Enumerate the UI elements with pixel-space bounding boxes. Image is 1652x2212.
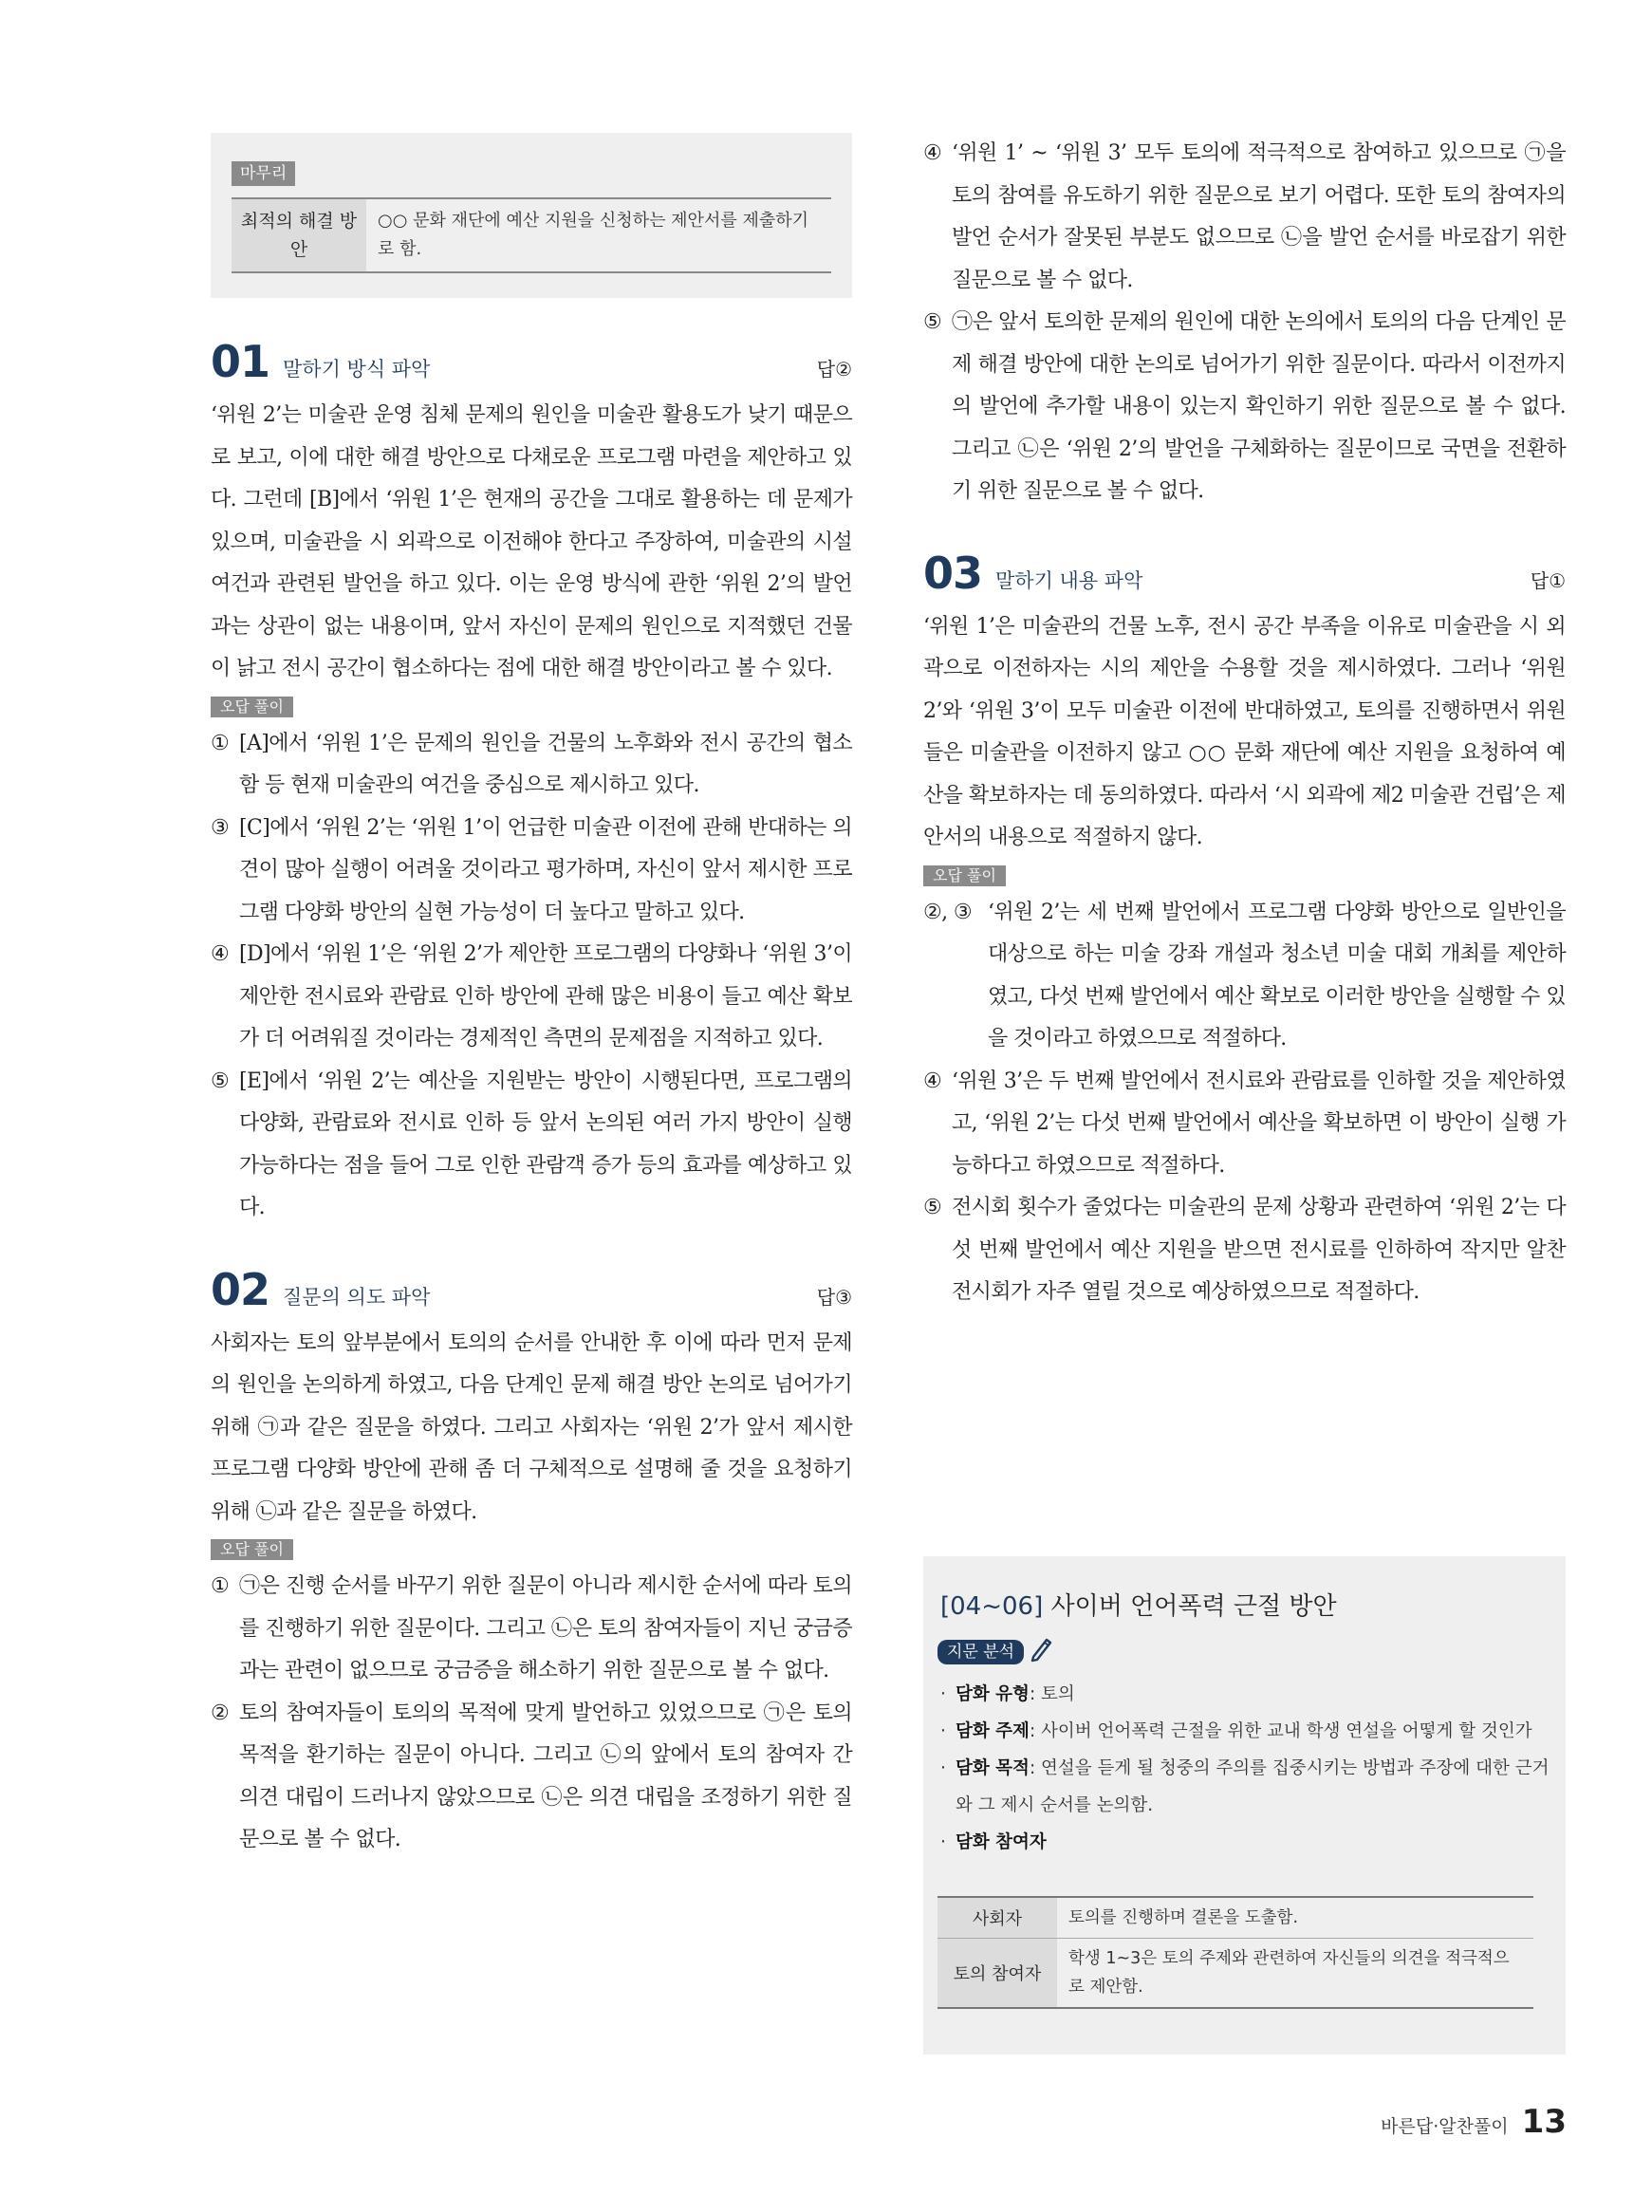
wrong-answer-list bbox=[923, 892, 1566, 1314]
pencil-icon bbox=[1030, 1634, 1054, 1663]
choice-mark: ① bbox=[211, 731, 230, 755]
question-03 bbox=[923, 547, 1566, 1314]
choice-text: [C]에서 ‘위원 2’는 ‘위원 1’이 언급한 미술관 이전에 관해 반대하는 의견이 많아 실행이 어려울 것이라고 평가하며, 자신이 앞서 제시한 프로그램 다양화 방안의 실현 가능성이 더 높다고 말하고 있다. bbox=[239, 815, 852, 924]
bullet-label: 담화 참여자 bbox=[956, 1832, 1047, 1852]
table-cell: 학생 1~3은 토의 주제와 관련하여 자신들의 의견을 적극적으로 제안함. bbox=[1068, 1949, 1510, 1997]
analysis-list bbox=[940, 1676, 1552, 1861]
choice-text: 전시회 횟수가 줄었다는 미술관의 문제 상황과 관련하여 ‘위원 2’는 다섯 번째 발언에서 예산 지원을 받으면 전시료를 인하하여 작지만 알찬 전시회가 자주 열릴 것으로 예상하였으므로 적절하다. bbox=[952, 1196, 1566, 1304]
choice-text: ㉠은 앞서 토의한 문제의 원인에 대한 논의에서 토의의 다음 단계인 문제 해결 방안에 대한 논의로 넘어가기 위한 질문이다. 따라서 이전까지의 발언에 추가할 내용이 있는지 확인하기 위한 질문으로 볼 수 없다. 그리고 ㉡은 ‘위원 2’의 발언을 구체화하는 질문이므로 국면을 전환하기 위한 질문으로 볼 수 없다. bbox=[952, 310, 1566, 503]
bullet-label: 담화 목적 bbox=[956, 1758, 1030, 1778]
table-head: 사회자 bbox=[937, 1898, 1057, 1938]
table-row bbox=[937, 1898, 1533, 1938]
panel-title bbox=[940, 1587, 1337, 1622]
wrong-answer-list-continued bbox=[923, 133, 1566, 513]
summary-box bbox=[211, 133, 852, 298]
wrong-answer-tag: 오답 풀이 bbox=[211, 697, 293, 717]
explanation-paragraph: 사회자는 토의 앞부분에서 토의의 순서를 안내한 후 이에 따라 먼저 문제의 원인을 논의하게 하였고, 다음 단계인 문제 해결 방안 논의로 넘어가기 위해 ㉠과 같은 질문을 하였다. 그리고 사회자는 ‘위원 2’가 앞서 제시한 프로그램 다양화 방안에 관해 좀 더 구체적으로 설명해 줄 것을 요청하기 위해 ㉡과 같은 질문을 하였다. bbox=[211, 1330, 852, 1524]
passage-analysis-tag: 지문 분석 bbox=[937, 1640, 1024, 1664]
list-item bbox=[923, 1061, 1566, 1188]
page-footer bbox=[1381, 2103, 1567, 2141]
bullet-text: : 토의 bbox=[1029, 1684, 1075, 1704]
question-header bbox=[211, 336, 852, 387]
choice-text: [A]에서 ‘위원 1’은 문제의 원인을 건물의 노후화와 전시 공간의 협소함 등 현재 미술관의 여건을 중심으로 제시하고 있다. bbox=[239, 731, 852, 797]
list-item bbox=[923, 133, 1566, 302]
bullet-label: 담화 주제 bbox=[956, 1721, 1030, 1741]
table-row bbox=[937, 1938, 1533, 2007]
question-number: 02 bbox=[211, 1263, 270, 1315]
list-item: · 담화 목적: 연설을 듣게 될 청중의 주의를 집중시키는 방법과 주장에 대한 근거와 그 제시 순서를 논의함. bbox=[940, 1758, 1550, 1815]
list-item bbox=[923, 892, 1566, 1061]
summary-head: 최적의 해결 방안 bbox=[232, 199, 366, 271]
choice-text: [E]에서 ‘위원 2’는 예산을 지원받는 방안이 시행된다면, 프로그램의 다양화, 관람료와 전시료 인하 등 앞서 논의된 여러 가지 방안이 실행 가능하다는 점을 들어 그로 인한 관람객 증가 등의 효과를 예상하고 있다. bbox=[239, 1069, 852, 1219]
panel-range: [04~06] bbox=[940, 1592, 1044, 1621]
question-header bbox=[923, 547, 1566, 599]
question-title: 말하기 방식 파악 bbox=[283, 358, 431, 381]
wrong-answer-list bbox=[211, 1566, 852, 1862]
right-column bbox=[923, 133, 1566, 1314]
list-item: · 담화 참여자 bbox=[940, 1832, 1047, 1852]
explanation-paragraph: ‘위원 2’는 미술관 운영 침체 문제의 원인을 미술관 활용도가 낮기 때문으로 보고, 이에 대한 해결 방안으로 다채로운 프로그램 마련을 제안하고 있다. 그런데 [B]에서 ‘위원 1’은 현재의 공간을 그대로 활용하는 데 문제가 있으며, 미술관을 시 외곽으로 이전해야 한다고 주장하여, 미술관의 시설 여건과 관련된 발언을 하고 있다. 이는 운영 방식에 관한 ‘위원 2’의 발언과는 상관이 없는 내용이며, 앞서 자신이 문제의 원인으로 지적했던 건물이 낡고 전시 공간이 협소하다는 점에 대한 해결 방안이라고 볼 수 있다. bbox=[211, 403, 852, 680]
list-item bbox=[211, 1061, 852, 1230]
list-item: · 담화 유형: 토의 bbox=[940, 1684, 1075, 1704]
choice-mark: ② bbox=[211, 1701, 230, 1725]
question-number: 03 bbox=[923, 547, 983, 599]
participants-table bbox=[937, 1896, 1533, 2009]
list-item bbox=[211, 934, 852, 1061]
list-item bbox=[211, 808, 852, 935]
choice-mark: ⑤ bbox=[923, 310, 942, 334]
bullet-text: : 연설을 듣게 될 청중의 주의를 집중시키는 방법과 주장에 대한 근거와 그 제시 순서를 논의함. bbox=[956, 1758, 1550, 1815]
choice-text: ‘위원 3’은 두 번째 발언에서 전시료와 관람료를 인하할 것을 제안하였고, ‘위원 2’는 다섯 번째 발언에서 예산을 확보하면 이 방안이 실행 가능하다고 하였으므로 적절하다. bbox=[952, 1069, 1566, 1178]
table-cell: 토의를 진행하며 결론을 도출함. bbox=[1068, 1908, 1299, 1927]
choice-text: 토의 참여자들이 토의의 목적에 맞게 발언하고 있었으므로 ㉠은 토의 목적을 환기하는 질문이 아니다. 그리고 ㉡의 앞에서 토의 참여자 간 의견 대립이 드러나지 않았으므로 ㉡은 의견 대립을 조정하기 위한 질문으로 볼 수 없다. bbox=[239, 1701, 852, 1851]
list-item bbox=[923, 1187, 1566, 1314]
list-item bbox=[211, 1693, 852, 1862]
choice-mark: ⑤ bbox=[923, 1196, 942, 1219]
list-item: · 담화 주제: 사이버 언어폭력 근절을 위한 교내 학생 연설을 어떻게 할 것인가 bbox=[940, 1721, 1532, 1741]
choice-text: ‘위원 2’는 세 번째 발언에서 프로그램 다양화 방안으로 일반인을 대상으로 하는 미술 강좌 개설과 청소년 미술 대회 개최를 제안하였고, 다섯 번째 발언에서 예산 확보로 이러한 방안을 실행할 수 있을 것이라고 하였으므로 적절하다. bbox=[988, 900, 1566, 1050]
page-number: 13 bbox=[1521, 2103, 1567, 2141]
choice-mark: ②, ③ bbox=[923, 900, 973, 924]
question-01 bbox=[211, 336, 852, 1230]
choice-text: ‘위원 1’ ~ ‘위원 3’ 모두 토의에 적극적으로 참여하고 있으므로 ㉠을 토의 참여를 유도하기 위한 질문으로 보기 어렵다. 또한 토의 참여자의 발언 순서가 잘못된 부분도 없으므로 ㉡을 발언 순서를 바로잡기 위한 질문으로 볼 수 없다. bbox=[952, 141, 1566, 292]
wrong-answer-tag: 오답 풀이 bbox=[923, 865, 1006, 886]
table-head: 토의 참여자 bbox=[937, 1939, 1057, 2007]
list-item bbox=[211, 723, 852, 808]
question-title: 질문의 의도 파악 bbox=[283, 1285, 431, 1309]
wrong-answer-list bbox=[211, 723, 852, 1230]
summary-row bbox=[232, 197, 831, 273]
footer-label: 바른답·알찬풀이 bbox=[1381, 2116, 1509, 2137]
bullet-label: 담화 유형 bbox=[956, 1684, 1030, 1704]
choice-mark: ③ bbox=[211, 815, 230, 840]
list-item bbox=[923, 302, 1566, 513]
list-item bbox=[211, 1566, 852, 1693]
question-02 bbox=[211, 1263, 852, 1862]
question-number: 01 bbox=[211, 336, 270, 387]
question-header bbox=[211, 1263, 852, 1315]
choice-mark: ⑤ bbox=[211, 1069, 230, 1093]
summary-text: ○○ 문화 재단에 예산 지원을 신청하는 제안서를 제출하기로 함. bbox=[378, 211, 808, 259]
choice-mark: ④ bbox=[923, 141, 942, 165]
explanation-paragraph: ‘위원 1’은 미술관의 건물 노후, 전시 공간 부족을 이유로 미술관을 시 외곽으로 이전하자는 시의 제안을 수용할 것을 제시하였다. 그러나 ‘위원 2’와 ‘위원 3’이 모두 미술관 이전에 반대하였고, 토의를 진행하면서 위원들은 미술관을 이전하지 않고 ○○ 문화 재단에 예산 지원을 요청하여 예산을 확보하자는 데 동의하였다. 따라서 ‘시 외곽에 제2 미술관 건립’은 제안서의 내용으로 적절하지 않다. bbox=[923, 614, 1566, 849]
choice-mark: ④ bbox=[923, 1069, 942, 1093]
question-title: 말하기 내용 파악 bbox=[995, 568, 1143, 592]
choice-mark: ④ bbox=[211, 942, 230, 966]
choice-text: ㉠은 진행 순서를 바꾸기 위한 질문이 아니라 제시한 순서에 따라 토의를 진행하기 위한 질문이다. 그리고 ㉡은 토의 참여자들이 지닌 궁금증과는 관련이 없으므로 궁금증을 해소하기 위한 질문으로 볼 수 없다. bbox=[239, 1574, 852, 1682]
bullet-text: : 사이버 언어폭력 근절을 위한 교내 학생 연설을 어떻게 할 것인가 bbox=[1029, 1721, 1532, 1741]
answer-label: 답① bbox=[1530, 568, 1566, 592]
choice-mark: ① bbox=[211, 1574, 230, 1598]
wrong-answer-tag: 오답 풀이 bbox=[211, 1539, 293, 1560]
left-column bbox=[211, 133, 852, 1862]
summary-tag: 마무리 bbox=[232, 161, 295, 186]
panel-topic: 사이버 언어폭력 근절 방안 bbox=[1050, 1592, 1337, 1621]
choice-text: [D]에서 ‘위원 1’은 ‘위원 2’가 제안한 프로그램의 다양화나 ‘위원 3’이 제안한 전시료와 관람료 인하 방안에 관해 많은 비용이 들고 예산 확보가 더 어려워질 것이라는 경제적인 측면의 문제점을 지적하고 있다. bbox=[239, 942, 852, 1050]
answer-label: 답② bbox=[816, 358, 852, 381]
passage-analysis-panel bbox=[923, 1556, 1566, 2054]
answer-label: 답③ bbox=[816, 1285, 852, 1309]
